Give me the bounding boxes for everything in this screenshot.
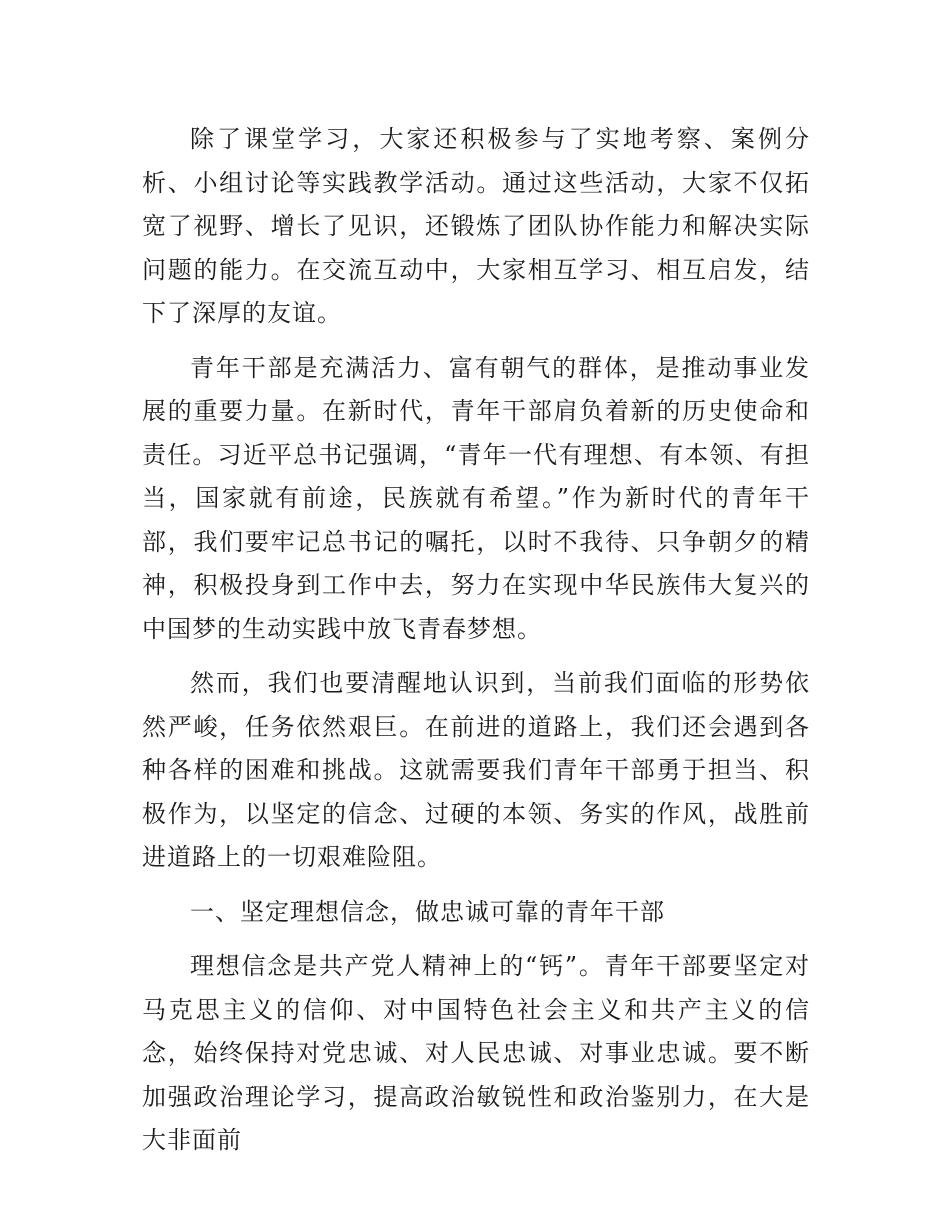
paragraph-ideals-beliefs: 理想信念是共产党人精神上的“钙”。青年干部要坚定对马克思主义的信仰、对中国特色社会主义和共产主义的信念，始终保持对党忠诚、对人民忠诚、对事业忠诚。要不断加强政治理论学习，提高政治敏锐性和政治鉴别力，在大是大非面前 xyxy=(142,952,810,1154)
section-heading: 一、坚定理想信念，做忠诚可靠的青年干部 xyxy=(190,897,665,926)
paragraph-young-cadres: 青年干部是充满活力、富有朝气的群体，是推动事业发展的重要力量。在新时代，青年干部肩负着新的历史使命和责任。习近平总书记强调，“青年一代有理想、有本领、有担当，国家就有前途，民族就有希望。”作为新时代的青年干部，我们要牢记总书记的嘱托，以时不我待、只争朝夕的精神，积极投身到工作中去，努力在实现中华民族伟大复兴的中国梦的生动实践中放飞青春梦想。 xyxy=(142,353,810,643)
paragraph-challenges: 然而，我们也要清醒地认识到，当前我们面临的形势依然严峻，任务依然艰巨。在前进的道路上，我们还会遇到各种各样的困难和挑战。这就需要我们青年干部勇于担当、积极作为，以坚定的信念、过硬的本领、务实的作风，战胜前进道路上的一切艰难险阻。 xyxy=(142,669,810,871)
document-body xyxy=(142,118,810,1174)
paragraph-practice-activities: 除了课堂学习，大家还积极参与了实地考察、案例分析、小组讨论等实践教学活动。通过这些活动，大家不仅拓宽了视野、增长了见识，还锻炼了团队协作能力和解决实际问题的能力。在交流互动中，大家相互学习、相互启发，结下了深厚的友谊。 xyxy=(142,125,810,327)
